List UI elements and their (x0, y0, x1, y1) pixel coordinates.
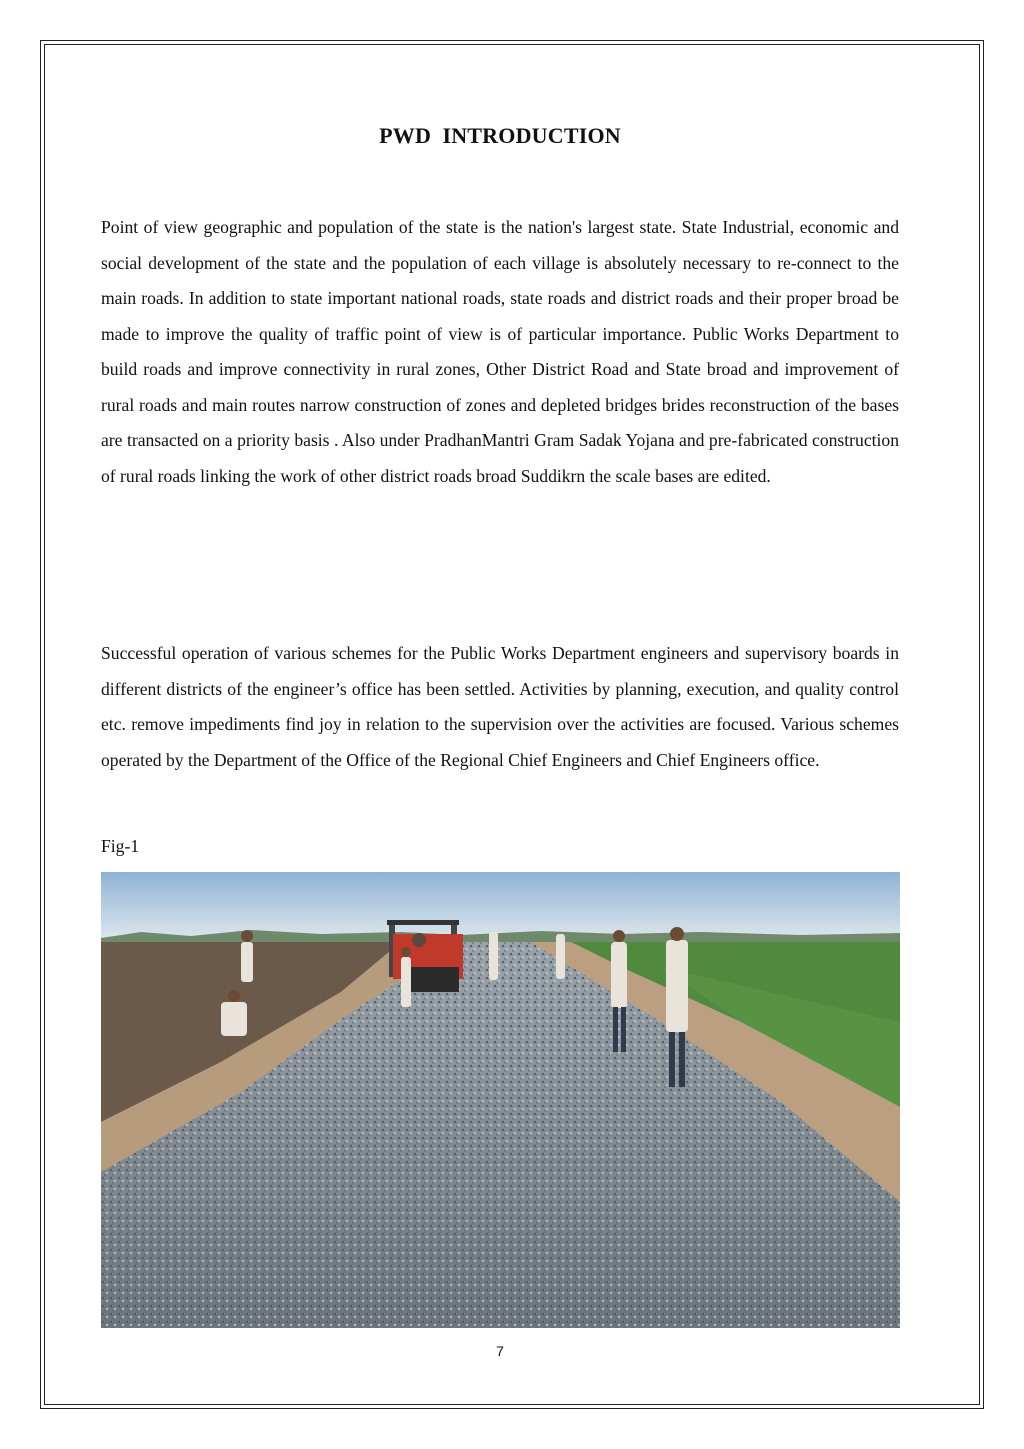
page-number: 7 (496, 1343, 504, 1359)
intro-paragraph-1: Point of view geographic and population of the state is the nation's largest state. State Industrial, economic and social development of the state and the population of each village is absolutely necessary to re-connect to the main roads. In addition to state important national roads, state roads and district roads and their proper broad be made to improve the quality of traffic point of view is of particular importance. Public Works Department to build roads and improve connectivity in rural zones, Other District Road and State broad and improvement of rural roads and main routes narrow construction of zones and depleted bridges brides reconstruction of the bases are transacted on a priority basis . Also under PradhanMantri Gram Sadak Yojana and pre-fabricated construction of rural roads linking the work of other district roads broad Suddikrn the scale bases are edited. (101, 217, 899, 486)
intro-paragraph-2: Successful operation of various schemes for the Public Works Department engineers and supervisory boards in different districts of the engineer’s office has been settled. Activities by planning, execution, and quality control etc. remove impediments find joy in relation to the supervision over the activities are focused. Various schemes operated by the Department of the Office of the Regional Chief Engineers and Chief Engineers office. (101, 643, 899, 770)
road-construction-illustration (101, 872, 900, 1328)
page-title: PWD INTRODUCTION (379, 123, 621, 148)
figure-label: Fig-1 (101, 836, 140, 856)
road-construction-photo (101, 872, 900, 1328)
